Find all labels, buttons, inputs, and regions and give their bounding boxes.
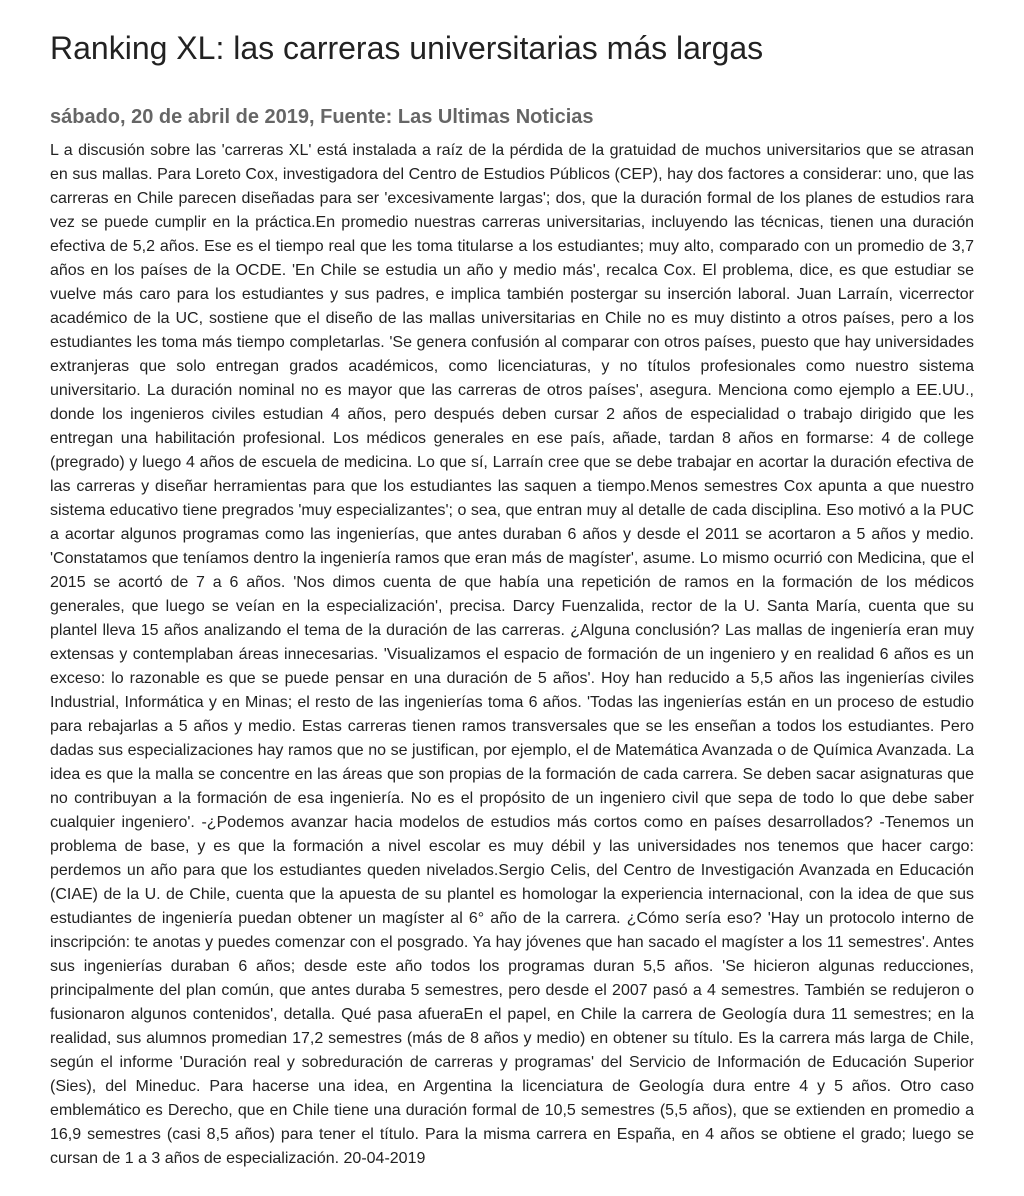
article-title: Ranking XL: las carreras universitarias más largas <box>50 30 764 66</box>
article-date-source: sábado, 20 de abril de 2019, Fuente: Las Ultimas Noticias <box>50 106 594 128</box>
article-body: L a discusión sobre las 'carreras XL' está instalada a raíz de la pérdida de la gratuidad de muchos universitarios que se atrasan en sus mallas. Para Loreto Cox, investigadora del Centro de Estudios Públicos (CEP), hay dos factores a considerar: uno, que las carreras en Chile parecen diseñadas para ser 'excesivamente largas'; dos, que la duración formal de los planes de estudios rara vez se puede cumplir en la práctica.En promedio nuestras carreras universitarias, incluyendo las técnicas, tienen una duración efectiva de 5,2 años. Ese es el tiempo real que les toma titularse a los estudiantes; muy alto, comparado con un promedio de 3,7 años en los países de la OCDE. 'En Chile se estudia un año y medio más', recalca Cox. El problema, dice, es que estudiar se vuelve más caro para los estudiantes y sus padres, e implica también postergar su inserción laboral. Juan Larraín, vicerrector académico de la UC, sostiene que el diseño de las mallas universitarias en Chile no es muy distinto a otros países, pero a los estudiantes les toma más tiempo completarlas. 'Se genera confusión al comparar con otros países, puesto que hay universidades extranjeras que solo entregan grados académicos, como licenciaturas, y no títulos profesionales como nuestro sistema universitario. La duración nominal no es mayor que las carreras de otros países', asegura. Menciona como ejemplo a EE.UU., donde los ingenieros civiles estudian 4 años, pero después deben cursar 2 años de especialidad o trabajo dirigido que les entregan una habilitación profesional. Los médicos generales en ese país, añade, tardan 8 años en formarse: 4 de college (pregrado) y luego 4 años de escuela de medicina. Lo que sí, Larraín cree que se debe trabajar en acortar la duración efectiva de las carreras y diseñar herramientas para que los estudiantes las saquen a tiempo.Menos semestres Cox apunta a que nuestro sistema educativo tiene pregrados 'muy especializantes'; o sea, que entran muy al detalle de cada disciplina. Eso motivó a la PUC a acortar algunos programas como las ingenierías, que antes duraban 6 años y desde el 2011 se acortaron a 5 años y medio. 'Constatamos que teníamos dentro la ingeniería ramos que eran más de magíster', asume. Lo mismo ocurrió con Medicina, que el 2015 se acortó de 7 a 6 años. 'Nos dimos cuenta de que había una repetición de ramos en la formación de los médicos generales, que luego se veían en la especialización', precisa. Darcy Fuenzalida, rector de la U. Santa María, cuenta que su plantel lleva 15 años analizando el tema de la duración de las carreras. ¿Alguna conclusión? Las mallas de ingeniería eran muy extensas y contemplaban áreas innecesarias. 'Visualizamos el espacio de formación de un ingeniero y en realidad 6 años es un exceso: lo razonable es que se puede pensar en una duración de 5 años'. Hoy han reducido a 5,5 años las ingenierías civiles Industrial, Informática y en Minas; el resto de las ingenierías toma 6 años. 'Todas las ingenierías están en un proceso de estudio para rebajarlas a 5 años y medio. Estas carreras tienen ramos transversales que se les enseñan a todos los estudiantes. Pero dadas sus especializaciones hay ramos que no se justifican, por ejemplo, el de Matemática Avanzada o de Química Avanzada. La idea es que la malla se concentre en las áreas que son propias de la formación de cada carrera. Se deben sacar asignaturas que no contribuyan a la formación de esa ingeniería. No es el propósito de un ingeniero civil que sepa de todo lo que debe saber cualquier ingeniero'. -¿Podemos avanzar hacia modelos de estudios más cortos como en países desarrollados? -Tenemos un problema de base, y es que la formación a nivel escolar es muy débil y las universidades nos tenemos que hacer cargo: perdemos un año para que los estudiantes queden nivelados.Sergio Celis, del Centro de Investigación Avanzada en Educación (CIAE) de la U. de Chile, cuenta que la apuesta de su plantel es homologar la experiencia internacional, con la idea de que sus estudiantes de ingeniería puedan obtener un magíster al 6° año de la carrera. ¿Cómo sería eso? 'Hay un protocolo interno de inscripción: te anotas y puedes comenzar con el posgrado. Ya hay jóvenes que han sacado el magíster a los 11 semestres'. Antes sus ingenierías duraban 6 años; desde este año todos los programas duran 5,5 años. 'Se hicieron algunas reducciones, principalmente del plan común, que antes duraba 5 semestres, pero desde el 2007 pasó a 4 semestres. También se redujeron o fusionaron algunos contenidos', detalla. Qué pasa afueraEn el papel, en Chile la carrera de Geología dura 11 semestres; en la realidad, sus alumnos promedian 17,2 semestres (más de 8 años y medio) en obtener su título. Es la carrera más larga de Chile, según el informe 'Duración real y sobreduración de carreras y programas' del Servicio de Información de Educación Superior (Sies), del Mineduc. Para hacerse una idea, en Argentina la licenciatura de Geología dura entre 4 y 5 años. Otro caso emblemático es Derecho, que en Chile tiene una duración formal de 10,5 semestres (5,5 años), que se extienden en promedio a 16,9 semestres (casi 8,5 años) para tener el título. Para la misma carrera en España, en 4 años se obtiene el grado; luego se cursan de 1 a 3 años de especialización. 20-04-2019 <box>50 142 974 1167</box>
